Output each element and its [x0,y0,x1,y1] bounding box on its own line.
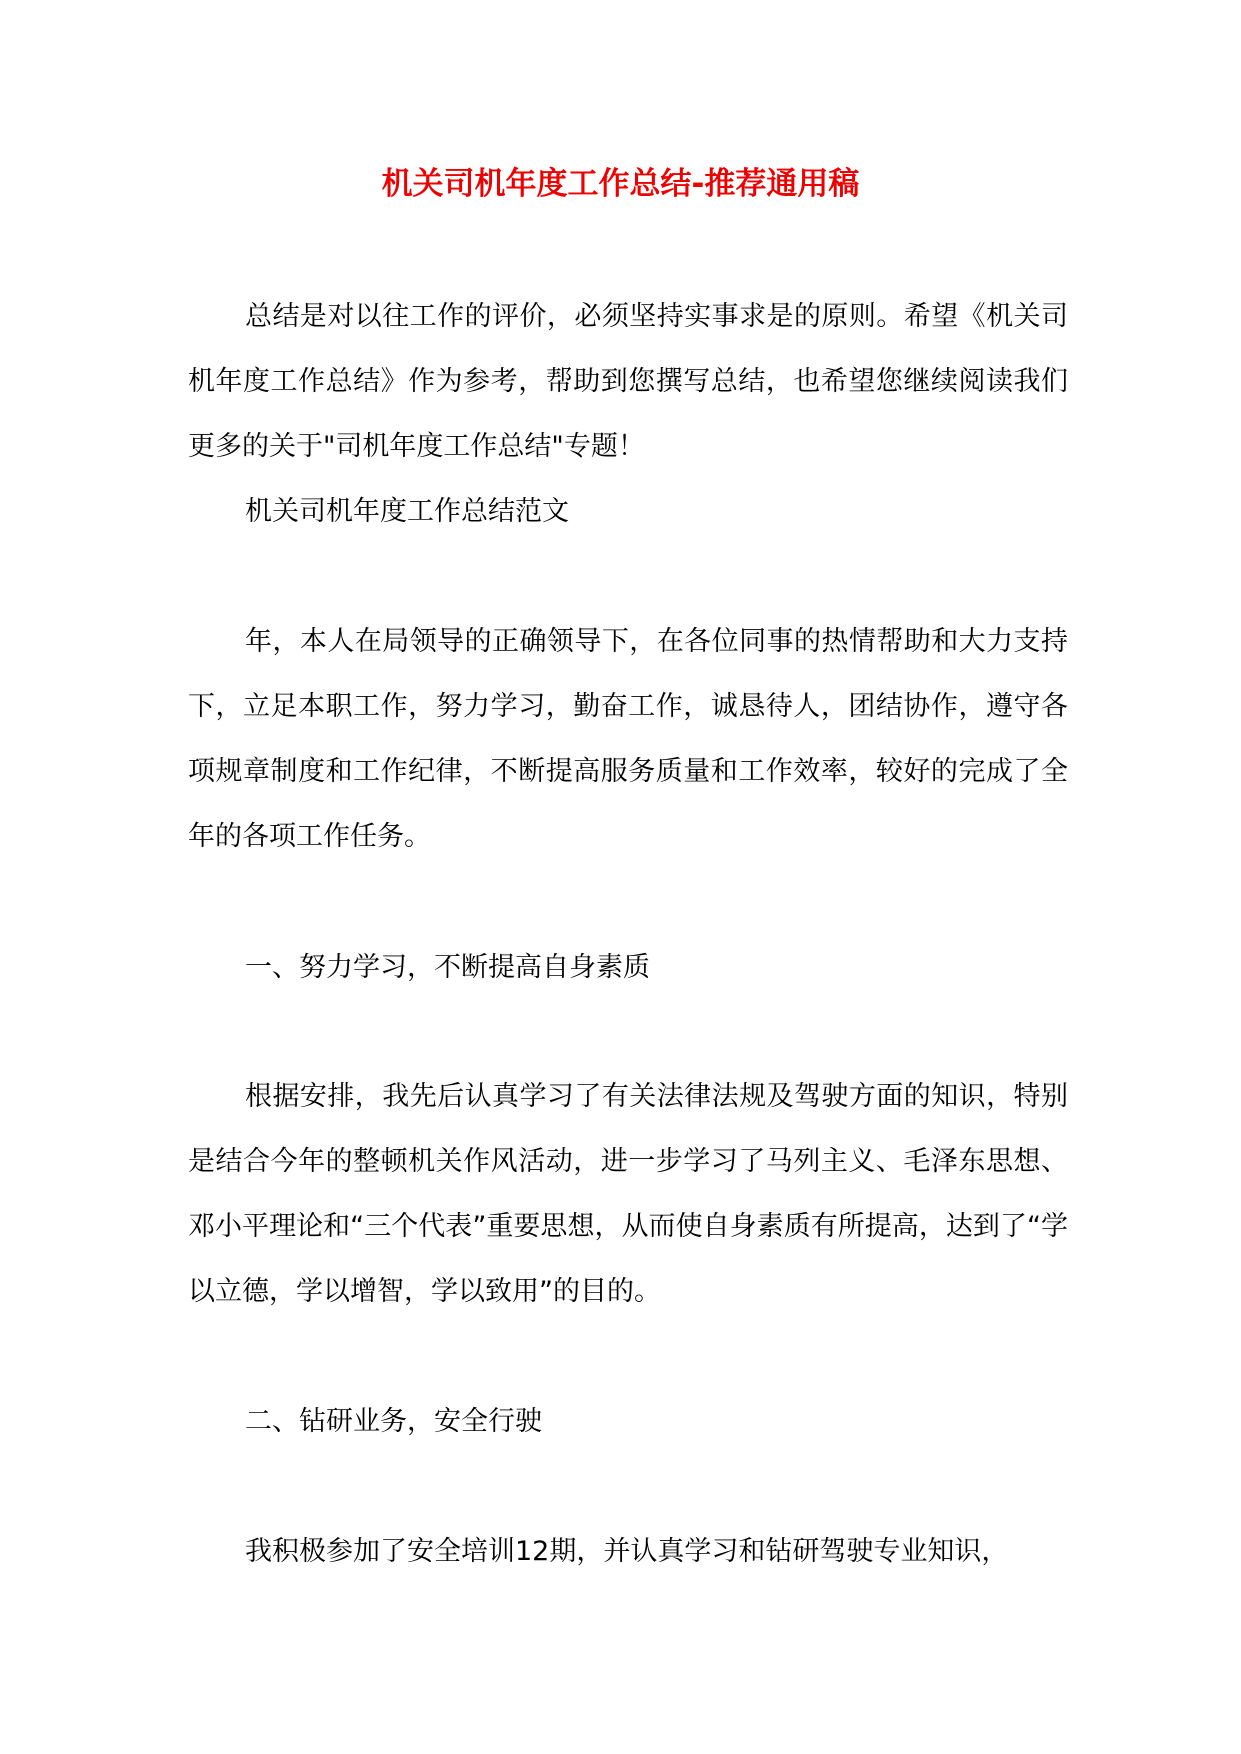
body-paragraph: 根据安排，我先后认真学习了有关法律法规及驾驶方面的知识，特别是结合今年的整顿机关作风活动，进一步学习了马列主义、毛泽东思想、邓小平理论和“三个代表”重要思想，从而使自身素质有所提高，达到了“学以立德，学以增智，学以致用”的目的。 [188,1081,1068,1307]
section-heading-1: 一、努力学习，不断提高自身素质 [245,952,650,983]
section-subtitle: 机关司机年度工作总结范文 [245,496,569,527]
section-heading-2: 二、钻研业务，安全行驶 [245,1406,542,1437]
body-paragraph: 年，本人在局领导的正确领导下，在各位同事的热情帮助和大力支持下，立足本职工作，努力学习，勤奋工作，诚恳待人，团结协作，遵守各项规章制度和工作纪律，不断提高服务质量和工作效率，较好的完成了全年的各项工作任务。 [188,626,1068,852]
intro-paragraph: 总结是对以往工作的评价，必须坚持实事求是的原则。希望《机关司机年度工作总结》作为参考，帮助到您撰写总结，也希望您继续阅读我们更多的关于"司机年度工作总结"专题！ [188,301,1068,462]
document-title: 机关司机年度工作总结-推荐通用稿 [381,166,860,202]
body-paragraph: 我积极参加了安全培训12期，并认真学习和钻研驾驶专业知识， [245,1536,1009,1567]
